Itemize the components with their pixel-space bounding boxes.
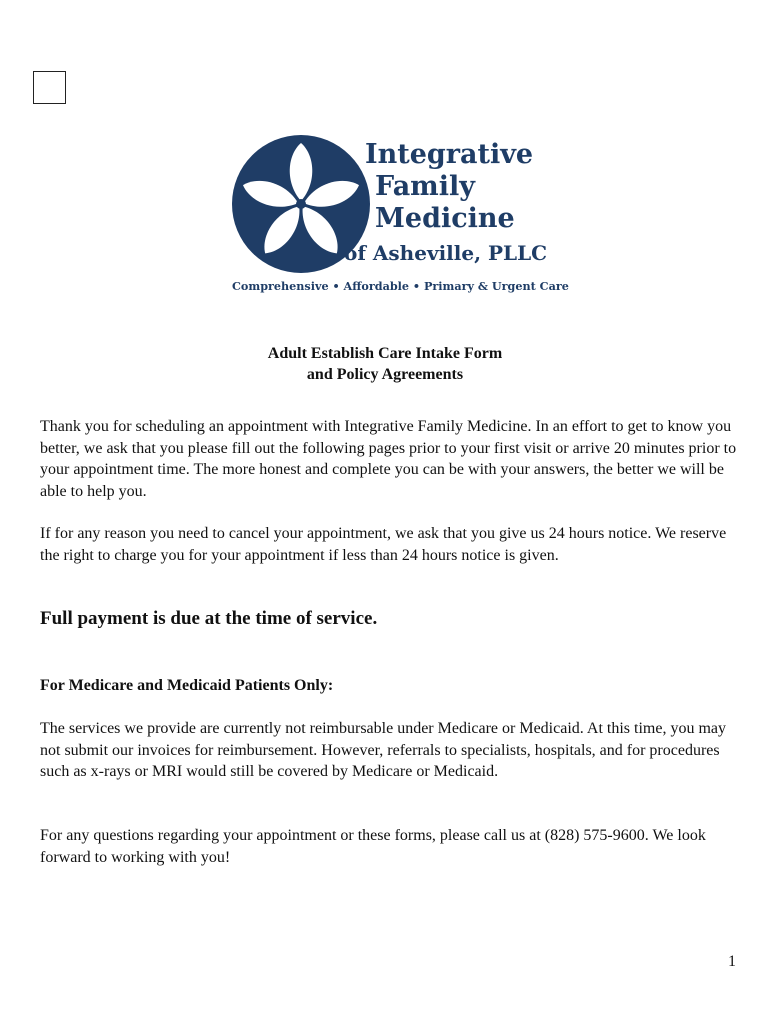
page-number: 1	[728, 953, 736, 970]
medicare-paragraph: The services we provide are currently not reimbursable under Medicare or Medicaid. At this time, you may not submit our invoices for reimbursement. However, referrals to specialists, hospitals, and for procedures such as x-rays or MRI would still be covered by Medicare or Medicaid.	[40, 720, 726, 780]
clinic-name	[365, 139, 533, 235]
clinic-name-line-3: Medicine	[375, 203, 515, 234]
form-title	[0, 343, 770, 385]
questions-paragraph: For any questions regarding your appointment or these forms, please call us at (828) 575-9600. We look forward to working with you!	[40, 827, 706, 866]
cancellation-paragraph: If for any reason you need to cancel your appointment, we ask that you give us 24 hours notice. We reserve the right to charge you for your appointment if less than 24 hours notice is given.	[40, 525, 727, 564]
form-title-line-2: and Policy Agreements	[306, 366, 464, 383]
clinic-name-line-2: Family	[375, 171, 475, 202]
checkbox[interactable]	[33, 71, 66, 104]
intro-paragraph: Thank you for scheduling an appointment with Integrative Family Medicine. In an effort to get to know you better, we ask that you please fill out the following pages prior to your first visit or arrive 20 minutes prior to your appointment time. The more honest and complete you can be with your answers, the better we will be able to help you.	[40, 418, 737, 500]
medicare-heading: For Medicare and Medicaid Patients Only:	[40, 677, 334, 694]
clinic-tagline: Comprehensive • Affordable • Primary & Urgent Care	[232, 279, 569, 293]
clinic-location: of Asheville, PLLC	[344, 241, 548, 265]
clinic-logo	[232, 135, 569, 305]
clinic-name-line-1: Integrative	[365, 139, 534, 170]
payment-heading: Full payment is due at the time of service.	[40, 608, 378, 629]
form-title-line-1: Adult Establish Care Intake Form	[267, 345, 503, 362]
